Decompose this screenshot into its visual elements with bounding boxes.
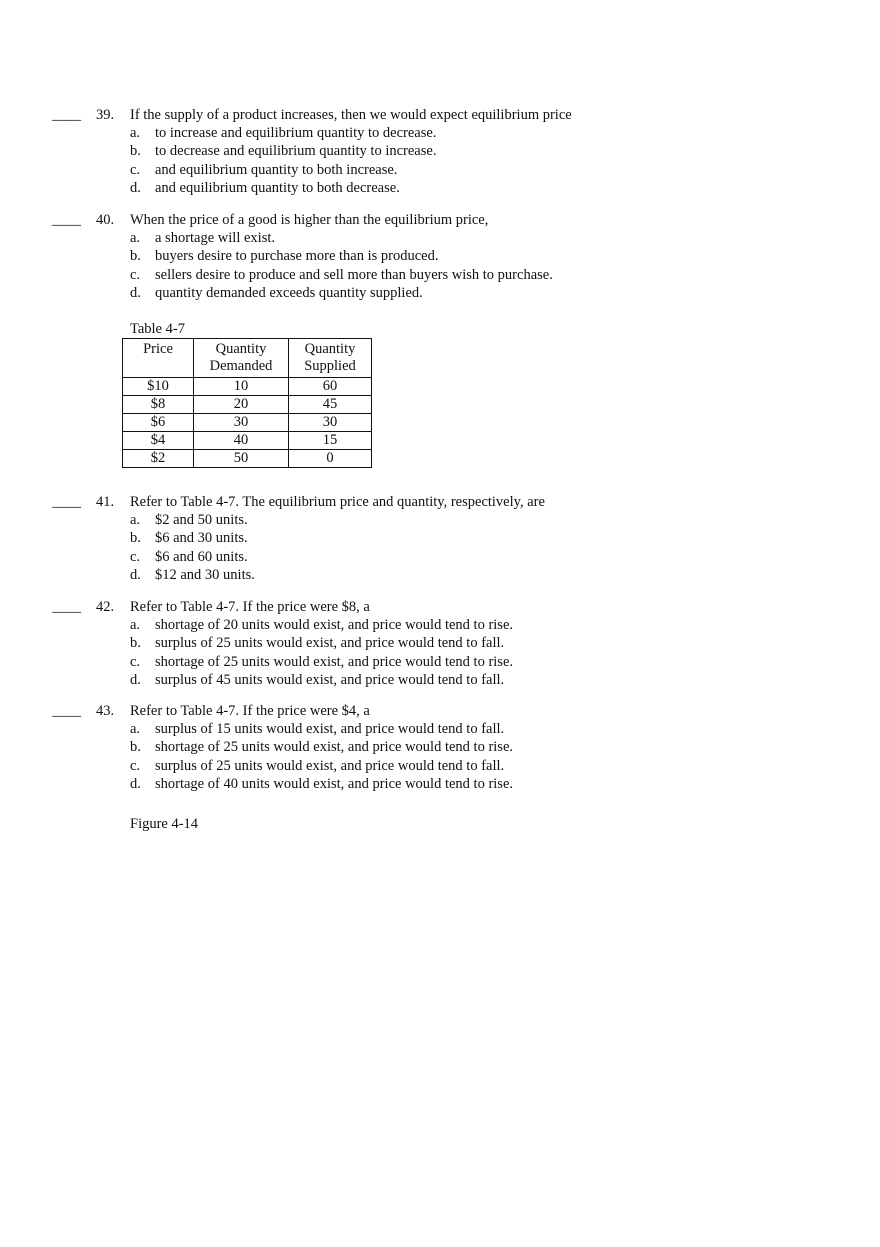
question-stem-line <box>0 598 880 616</box>
choice-text: $6 and 60 units. <box>155 548 248 565</box>
choice-letter: c. <box>130 266 141 283</box>
question-stem: Refer to Table 4-7. If the price were $8, a <box>130 599 370 615</box>
choice-letter: c. <box>130 757 141 774</box>
answer-blank: ____ <box>52 703 81 719</box>
price-cell: $10 <box>123 378 194 396</box>
question-number: 41. <box>96 494 115 510</box>
table-row <box>123 396 372 414</box>
answer-blank: ____ <box>52 494 81 510</box>
header-line: Supplied <box>304 358 356 374</box>
choice-a <box>0 124 880 142</box>
choice-b <box>0 142 880 160</box>
header-line: Price <box>143 341 173 357</box>
choice-d <box>0 179 880 197</box>
quantity-demanded-cell: 20 <box>194 396 289 414</box>
choice-text: surplus of 45 units would exist, and price would tend to fall. <box>155 671 505 688</box>
choice-letter: a. <box>130 617 141 633</box>
supply-demand-table <box>122 338 372 468</box>
header-line: Demanded <box>209 358 273 374</box>
choice-letter: c. <box>130 653 141 670</box>
table-row <box>123 450 372 468</box>
choice-a <box>0 720 880 738</box>
header-price <box>123 339 194 378</box>
choice-text: quantity demanded exceeds quantity supplied. <box>155 284 423 301</box>
question-39 <box>0 106 880 197</box>
choice-text: shortage of 25 units would exist, and price would tend to rise. <box>155 653 514 670</box>
price-cell: $6 <box>123 414 194 432</box>
question-stem: Refer to Table 4-7. If the price were $4, a <box>130 703 370 719</box>
choice-a <box>0 511 880 529</box>
choice-c <box>0 161 880 179</box>
choice-letter: d. <box>130 179 141 196</box>
question-stem: When the price of a good is higher than the equilibrium price, <box>130 212 489 228</box>
choice-text: to increase and equilibrium quantity to decrease. <box>155 125 437 141</box>
question-41 <box>0 493 880 584</box>
choice-b <box>0 247 880 265</box>
choice-text: $2 and 50 units. <box>155 512 248 528</box>
question-stem: Refer to Table 4-7. The equilibrium price and quantity, respectively, are <box>130 494 545 510</box>
choice-text: and equilibrium quantity to both increase. <box>155 161 398 178</box>
choice-d <box>0 284 880 302</box>
choice-letter: b. <box>130 635 141 652</box>
choice-text: and equilibrium quantity to both decrease. <box>155 179 400 196</box>
choice-letter: a. <box>130 230 141 246</box>
choice-a <box>0 616 880 634</box>
choice-text: a shortage will exist. <box>155 230 276 246</box>
choice-letter: b. <box>130 248 141 265</box>
choice-d <box>0 566 880 584</box>
choice-c <box>0 548 880 566</box>
question-stem: If the supply of a product increases, then we would expect equilibrium price <box>130 107 572 123</box>
choice-letter: a. <box>130 721 141 737</box>
choice-text: buyers desire to purchase more than is produced. <box>155 248 439 265</box>
price-cell: $4 <box>123 432 194 450</box>
header-line: Quantity <box>304 341 356 357</box>
header-quantity-demanded <box>194 339 289 378</box>
question-stem-line <box>0 106 880 124</box>
choice-text: shortage of 40 units would exist, and price would tend to rise. <box>155 775 514 792</box>
choice-text: $6 and 30 units. <box>155 530 248 547</box>
price-cell: $8 <box>123 396 194 414</box>
choice-c <box>0 266 880 284</box>
price-cell: $2 <box>123 450 194 468</box>
choice-c <box>0 757 880 775</box>
choice-letter: d. <box>130 671 141 688</box>
quantity-supplied-cell: 15 <box>289 432 372 450</box>
header-quantity-supplied <box>289 339 372 378</box>
choice-b <box>0 529 880 547</box>
choice-text: shortage of 25 units would exist, and price would tend to rise. <box>155 739 514 756</box>
choice-letter: d. <box>130 566 141 583</box>
quantity-supplied-cell: 45 <box>289 396 372 414</box>
question-42 <box>0 598 880 689</box>
choice-b <box>0 634 880 652</box>
quantity-demanded-cell: 50 <box>194 450 289 468</box>
choice-text: surplus of 25 units would exist, and price would tend to fall. <box>155 757 505 774</box>
choice-letter: d. <box>130 284 141 301</box>
question-stem-line <box>0 493 880 511</box>
answer-blank: ____ <box>52 212 81 228</box>
answer-blank: ____ <box>52 107 81 123</box>
choice-d <box>0 775 880 793</box>
table-row <box>123 378 372 396</box>
quantity-supplied-cell: 0 <box>289 450 372 468</box>
quantity-demanded-cell: 40 <box>194 432 289 450</box>
question-number: 42. <box>96 599 115 615</box>
choice-c <box>0 653 880 671</box>
quantity-supplied-cell: 60 <box>289 378 372 396</box>
quantity-demanded-cell: 10 <box>194 378 289 396</box>
question-stem-line <box>0 211 880 229</box>
figure-caption: Figure 4-14 <box>130 816 199 832</box>
quantity-supplied-cell: 30 <box>289 414 372 432</box>
choice-letter: b. <box>130 739 141 756</box>
choice-text: to decrease and equilibrium quantity to increase. <box>155 143 437 160</box>
choice-b <box>0 738 880 756</box>
choice-letter: b. <box>130 530 141 547</box>
choice-text: surplus of 15 units would exist, and price would tend to fall. <box>155 721 505 737</box>
question-43 <box>0 702 880 793</box>
question-number: 40. <box>96 212 115 228</box>
choice-text: shortage of 20 units would exist, and price would tend to rise. <box>155 617 514 633</box>
table-row <box>123 432 372 450</box>
choice-letter: c. <box>130 548 141 565</box>
table-header-row <box>123 339 372 378</box>
question-40 <box>0 211 880 302</box>
choice-letter: b. <box>130 143 141 160</box>
answer-blank: ____ <box>52 599 81 615</box>
question-stem-line <box>0 702 880 720</box>
choice-letter: c. <box>130 161 141 178</box>
question-number: 39. <box>96 107 115 123</box>
table-caption: Table 4-7 <box>130 321 185 337</box>
choice-text: $12 and 30 units. <box>155 566 255 583</box>
choice-letter: d. <box>130 775 141 792</box>
header-line: Quantity <box>215 341 267 357</box>
choice-text: sellers desire to produce and sell more than buyers wish to purchase. <box>155 266 553 283</box>
question-number: 43. <box>96 703 115 719</box>
quantity-demanded-cell: 30 <box>194 414 289 432</box>
choice-a <box>0 229 880 247</box>
choice-letter: a. <box>130 125 141 141</box>
table-row <box>123 414 372 432</box>
choice-d <box>0 671 880 689</box>
choice-letter: a. <box>130 512 141 528</box>
choice-text: surplus of 25 units would exist, and price would tend to fall. <box>155 635 505 652</box>
